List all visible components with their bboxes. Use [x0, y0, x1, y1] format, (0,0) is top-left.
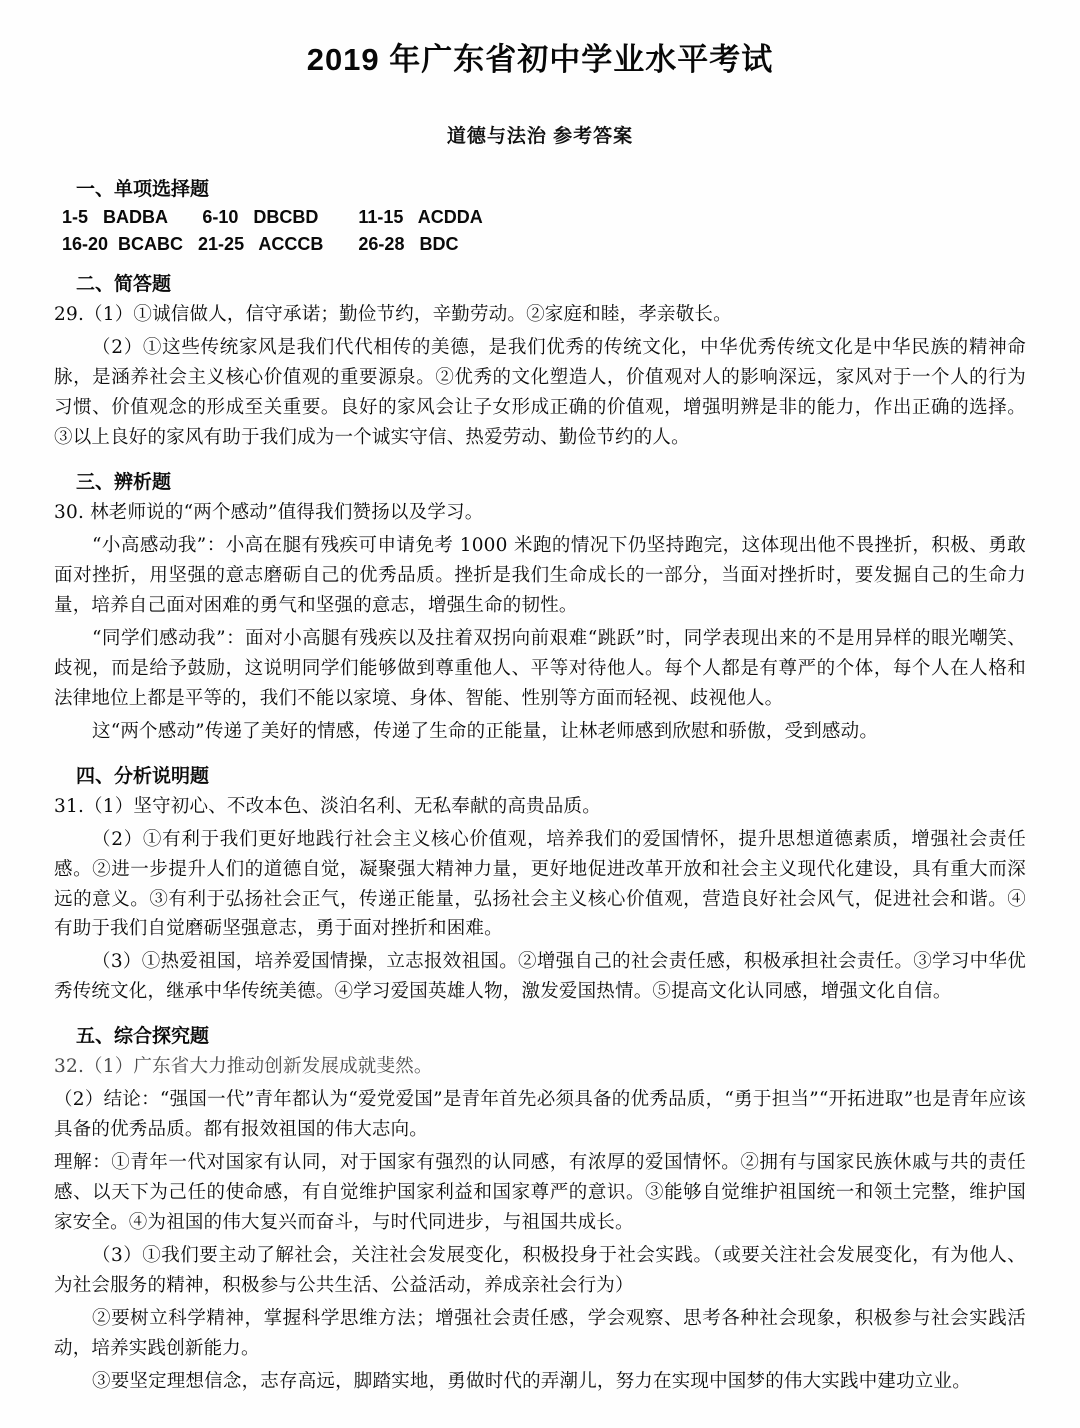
multiple-choice-answers-line-2: 16-20 BCABC 21-25 ACCCB 26-28 BDC [62, 234, 459, 254]
answer-paragraph-30-intro: 30. 林老师说的“两个感动”值得我们赞扬以及学习。 [54, 501, 484, 523]
answer-paragraph-31-1: 31.（1）坚守初心、不改本色、淡泊名利、无私奉献的高贵品质。 [54, 795, 601, 817]
section-heading-4: 四、分析说明题 [76, 765, 210, 787]
page-subtitle: 道德与法治 参考答案 [446, 126, 634, 147]
answer-paragraph-32-3-a: （3）①我们要主动了解社会，关注社会发展变化，积极投身于社会实践。（或要关注社会发展变化，有为他人、为社会服务的精神，积极参与公共生活、公益活动，养成亲社会行为） [54, 1245, 1026, 1297]
answer-paragraph-29-2: （2）①这些传统家风是我们代代相传的美德，是我们优秀的传统文化，中华优秀传统文化是中华民族的精神命脉，是涵养社会主义核心价值观的重要源泉。②优秀的文化塑造人，价值观对人的影响深远，家风对于一个人的行为习惯、价值观念的形成至关重要。良好的家风会让子女形成正确的价值观，增强明辨是非的能力，作出正确的选择。③以上良好的家风有助于我们成为一个诚实守信、热爱劳动、勤俭节约的人。 [54, 336, 1026, 448]
section-heading-5: 五、综合探究题 [76, 1026, 210, 1048]
answer-paragraph-30-1: “小高感动我”：小高在腿有残疾可申请免考 1000 米跑的情况下仍坚持跑完，这体现出他不畏挫折，积极、勇敢面对挫折，用坚强的意志磨砺自己的优秀品质。挫折是我们生命成长的一部分，当面对挫折时，要发掘自己的生命力量，培养自己面对困难的勇气和坚强的意志，增强生命的韧性。 [54, 534, 1026, 616]
answer-paragraph-31-3: （3）①热爱祖国，培养爱国情操，立志报效祖国。②增强自己的社会责任感，积极承担社会责任。③学习中华优秀传统文化，继承中华传统美德。④学习爱国英雄人物，激发爱国热情。⑤提高文化认同感，增强文化自信。 [54, 951, 1026, 1003]
answer-paragraph-32-3-c: ③要坚定理想信念，志存高远，脚踏实地，勇做时代的弄潮儿，努力在实现中国梦的伟大实践中建功立业。 [92, 1371, 971, 1393]
answer-paragraph-32-3-b: ②要树立科学精神，掌握科学思维方法；增强社会责任感，学会观察、思考各种社会现象，积极参与社会实践活动，培养实践创新能力。 [54, 1308, 1026, 1360]
page-title: 2019 年广东省初中学业水平考试 [306, 42, 774, 77]
section-heading-1: 一、单项选择题 [76, 179, 210, 200]
section-heading-2: 二、简答题 [76, 274, 172, 295]
answer-paragraph-30-3: 这“两个感动”传递了美好的情感，传递了生命的正能量，让林老师感到欣慰和骄傲，受到感动。 [92, 720, 879, 742]
section-heading-3: 三、辨析题 [76, 471, 172, 493]
answer-paragraph-30-2: “同学们感动我”：面对小高腿有残疾以及拄着双拐向前艰难“跳跃”时，同学表现出来的不是用异样的眼光嘲笑、歧视，而是给予鼓励，这说明同学们能够做到尊重他人、平等对待他人。每个人都是有尊严的个体，每个人在人格和法律地位上都是平等的，我们不能以家境、身体、智能、性别等方面而轻视、歧视他人。 [54, 627, 1026, 709]
answer-paragraph-32-1: 32.（1）广东省大力推动创新发展成就斐然。 [54, 1056, 433, 1078]
answer-paragraph-32-2-understanding: 理解：①青年一代对国家有认同，对于国家有强烈的认同感，有浓厚的爱国情怀。②拥有与国家民族休戚与共的责任感、以天下为己任的使命感，有自觉维护国家利益和国家尊严的意识。③能够自觉维护祖国统一和领土完整，维护国家安全。④为祖国的伟大复兴而奋斗，与时代同进步，与祖国共成长。 [54, 1152, 1026, 1234]
multiple-choice-answers-line-1: 1-5 BADBA 6-10 DBCBD 11-15 ACDDA [62, 207, 483, 227]
answer-paragraph-29-1: 29.（1）①诚信做人，信守承诺；勤俭节约，辛勤劳动。②家庭和睦，孝亲敬长。 [54, 304, 732, 325]
answer-paragraph-32-2-conclusion: （2）结论：“强国一代”青年都认为“爱党爱国”是青年首先必须具备的优秀品质，“勇于担当”“开拓进取”也是青年应该具备的优秀品质。都有报效祖国的伟大志向。 [54, 1089, 1026, 1141]
answer-paragraph-31-2: （2）①有利于我们更好地践行社会主义核心价值观，培养我们的爱国情怀，提升思想道德素质，增强社会责任感。②进一步提升人们的道德自觉，凝聚强大精神力量，更好地促进改革开放和社会主义现代化建设，具有重大而深远的意义。③有利于弘扬社会正气，传递正能量，弘扬社会主义核心价值观，营造良好社会风气，促进社会和谐。④有助于我们自觉磨砺坚强意志，勇于面对挫折和困难。 [54, 828, 1026, 940]
